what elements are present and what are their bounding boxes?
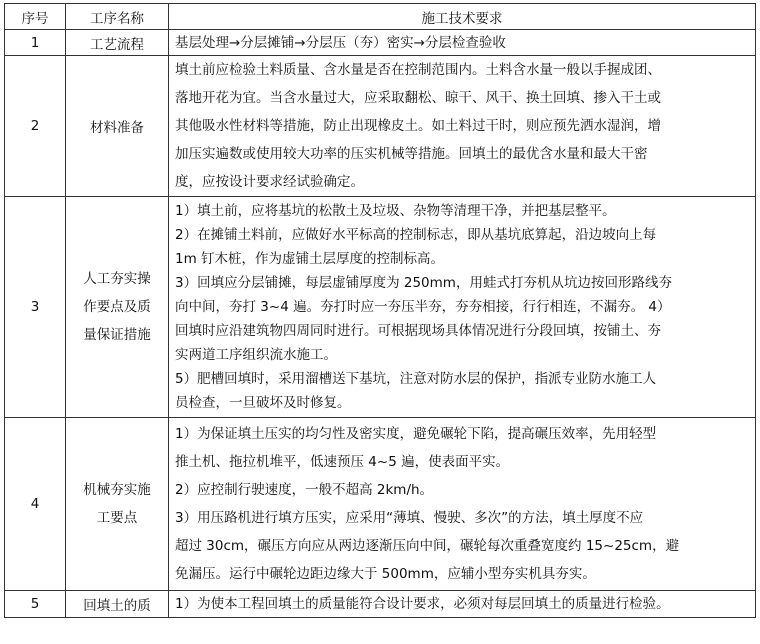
header-no: 序号	[5, 4, 66, 30]
row-no: 2	[5, 56, 66, 197]
table-row	[5, 56, 756, 197]
table-row	[5, 591, 756, 618]
req-line: 其他吸水性材料等措施，防止出现橡皮土。如土料过干时，则应预先洒水湿润，增	[175, 118, 661, 134]
req-line: 员检查，一旦破坏及时修复。	[175, 395, 351, 411]
row-name	[66, 30, 169, 56]
name-line: 人工夯实操	[83, 271, 151, 287]
req-line: 实两道工序组织流水施工。	[175, 347, 337, 363]
req-line: 回填时应沿建筑物四周同时进行。可根据现场具体情况进行分段回填，按铺土、夯	[175, 323, 661, 339]
table-row	[5, 30, 756, 56]
row-name	[66, 56, 169, 197]
table-row	[5, 197, 756, 418]
row-no: 4	[5, 418, 66, 591]
req-line: 1）为保证填土压实的均匀性及密实度，避免碾轮下陷，提高碾压效率，先用轻型	[175, 426, 657, 442]
name-line: 工要点	[96, 510, 138, 526]
req-line: 加压实遍数或使用较大功率的压实机械等措施。回填土的最优含水量和最大干密	[175, 146, 648, 162]
req-line: 超过 30cm，碾压方向应从两边逐渐压向中间，碾轮每次重叠宽度约 15~25cm，避	[175, 538, 680, 554]
req-line: 5）肥槽回填时，采用溜槽送下基坑，注意对防水层的保护，指派专业防水施工人	[175, 371, 657, 387]
name-line: 机械夯实施	[83, 482, 151, 498]
table-header-row	[5, 4, 756, 30]
table-row	[5, 418, 756, 591]
req-line: 1m 钉木桩，作为虚铺土层厚度的控制标高。	[175, 251, 445, 267]
name-line: 材料准备	[90, 120, 144, 136]
req-line: 度，应按设计要求经试验确定。	[175, 174, 364, 190]
name-line: 工艺流程	[90, 36, 144, 53]
row-requirements	[169, 197, 756, 418]
req-line: 2）应控制行驶速度，一般不超高 2km/h。	[175, 482, 434, 498]
name-line: 量保证措施	[83, 327, 151, 343]
req-line: 3）回填应分层铺摊，每层虚铺厚度为 250mm，用蛙式打夯机从坑边按回形路线夯	[175, 275, 672, 291]
req-line: 1）为使本工程回填土的质量能符合设计要求，必须对每层回填土的质量进行检验。	[175, 596, 670, 612]
row-name	[66, 591, 169, 618]
header-requirements: 施工技术要求	[169, 4, 756, 30]
header-name: 工序名称	[66, 4, 169, 30]
name-line: 回填土的质	[83, 598, 151, 614]
row-requirements	[169, 591, 756, 618]
row-name	[66, 418, 169, 591]
req-line: 2）在摊铺土料前，应做好水平标高的控制标志，即从基坑底算起，沿边坡向上每	[175, 227, 657, 243]
req-line: 向中间，夯打 3~4 遍。夯打时应一夯压半夯，夯夯相接，行行相连，不漏夯。 4）	[175, 299, 671, 315]
req-line: 填土前应检验土料质量、含水量是否在控制范围内。土料含水量一般以手握成团、	[175, 62, 661, 78]
row-name	[66, 197, 169, 418]
req-line: 基层处理→分层摊铺→分层压（夯）密实→分层检查验收	[175, 34, 506, 51]
row-requirements	[169, 56, 756, 197]
row-no: 1	[5, 30, 66, 56]
req-line: 推土机、拖拉机堆平，低速预压 4~5 遍，使表面平实。	[175, 454, 510, 470]
req-line: 3）用压路机进行填方压实，应采用“薄填、慢驶、多次”的方法，填土厚度不应	[175, 510, 644, 526]
name-line: 作要点及质	[83, 299, 151, 315]
row-no: 3	[5, 197, 66, 418]
req-line: 免漏压。运行中碾轮边距边缘大于 500mm，应辅小型夯实机具夯实。	[175, 566, 596, 582]
row-requirements	[169, 30, 756, 56]
req-line: 1）填土前，应将基坑的松散土及垃圾、杂物等清理干净，并把基层整平。	[175, 203, 616, 219]
req-line: 落地开花为宜。当含水量过大，应采取翻松、晾干、风干、换土回填、掺入干土或	[175, 90, 661, 106]
row-requirements	[169, 418, 756, 591]
row-no: 5	[5, 591, 66, 618]
construction-requirements-table	[4, 3, 756, 618]
